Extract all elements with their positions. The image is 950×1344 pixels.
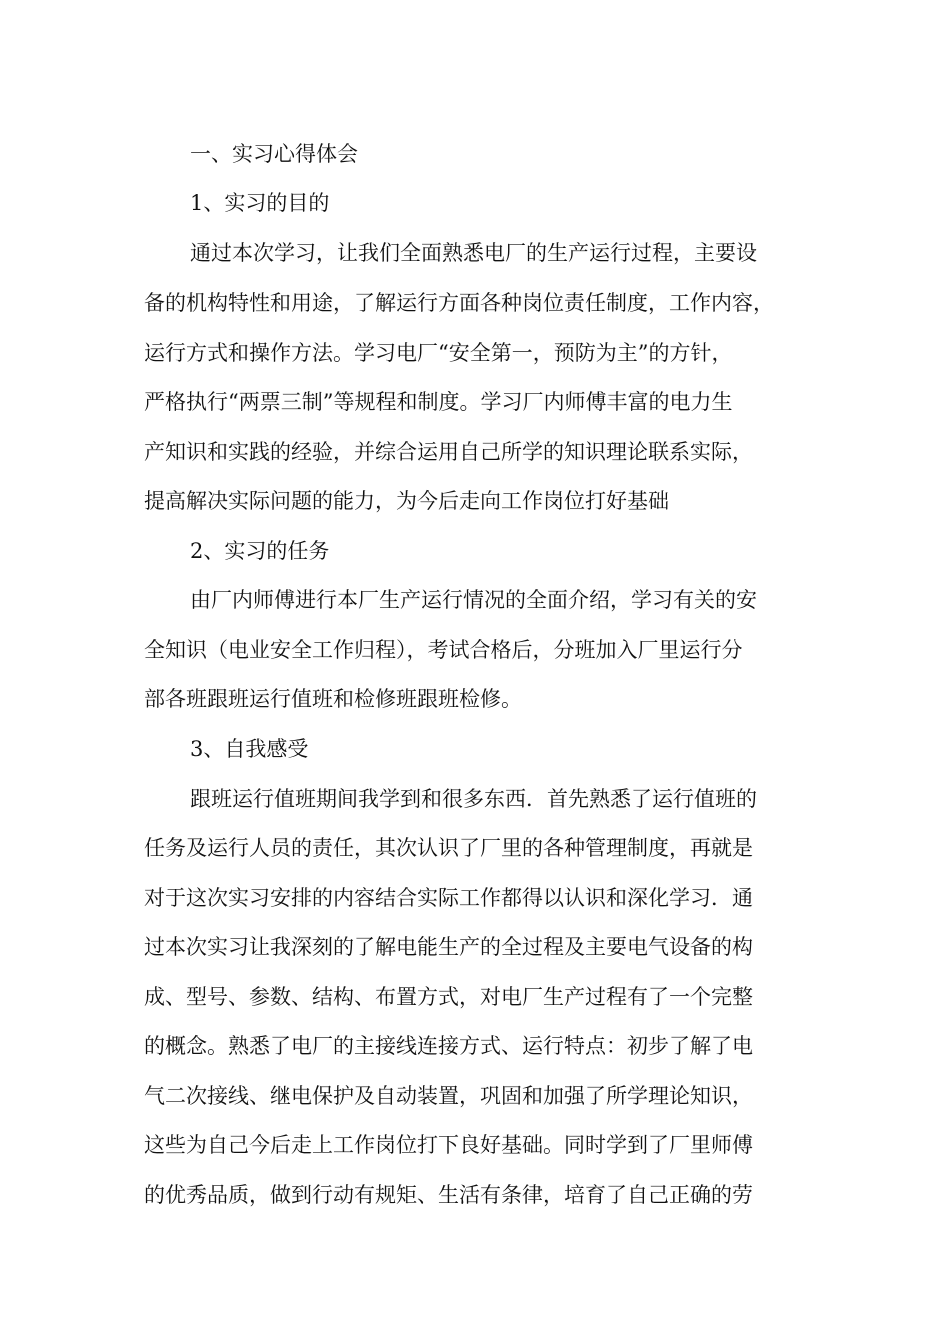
paragraph-line: 这些为自己今后走上工作岗位打下良好基础。同时学到了厂里师傅 <box>144 1133 753 1157</box>
paragraph-line: 对于这次实习安排的内容结合实际工作都得以认识和深化学习．通 <box>144 886 753 910</box>
heading-feelings: 3、自我感受 <box>190 737 309 761</box>
heading-tasks: 2、实习的任务 <box>190 539 330 563</box>
paragraph-line: 由厂内师傅进行本厂生产运行情况的全面介绍，学习有关的安 <box>190 588 757 612</box>
paragraph-line: 任务及运行人员的责任，其次认识了厂里的各种管理制度，再就是 <box>144 836 753 860</box>
paragraph-line: 提高解决实际问题的能力，为今后走向工作岗位打好基础 <box>144 489 669 513</box>
paragraph-line: 的概念。熟悉了电厂的主接线连接方式、运行特点：初步了解了电 <box>144 1034 753 1058</box>
paragraph-line: 过本次实习让我深刻的了解电能生产的全过程及主要电气设备的构 <box>144 935 753 959</box>
paragraph-line: 的优秀品质，做到行动有规矩、生活有条律，培育了自己正确的劳 <box>144 1183 753 1207</box>
paragraph-line: 运行方式和操作方法。学习电厂“安全第一，预防为主”的方针， <box>144 341 733 365</box>
paragraph-line: 部各班跟班运行值班和检修班跟班检修。 <box>144 687 522 711</box>
paragraph-line: 成、型号、参数、结构、布置方式，对电厂生产过程有了一个完整 <box>144 985 753 1009</box>
section-title: 一、实习心得体会 <box>190 142 358 166</box>
paragraph-line: 备的机构特性和用途，了解运行方面各种岗位责任制度，工作内容， <box>144 291 774 315</box>
paragraph-line: 跟班运行值班期间我学到和很多东西．首先熟悉了运行值班的 <box>190 787 757 811</box>
paragraph-line: 产知识和实践的经验，并综合运用自己所学的知识理论联系实际， <box>144 440 753 464</box>
heading-purpose: 1、实习的目的 <box>190 191 330 215</box>
paragraph-line: 通过本次学习，让我们全面熟悉电厂的生产运行过程，主要设 <box>190 241 757 265</box>
paragraph-line: 严格执行“两票三制”等规程和制度。学习厂内师傅丰富的电力生 <box>144 390 733 414</box>
paragraph-line: 全知识（电业安全工作归程），考试合格后，分班加入厂里运行分 <box>144 638 743 662</box>
paragraph-line: 气二次接线、继电保护及自动装置，巩固和加强了所学理论知识， <box>144 1084 753 1108</box>
